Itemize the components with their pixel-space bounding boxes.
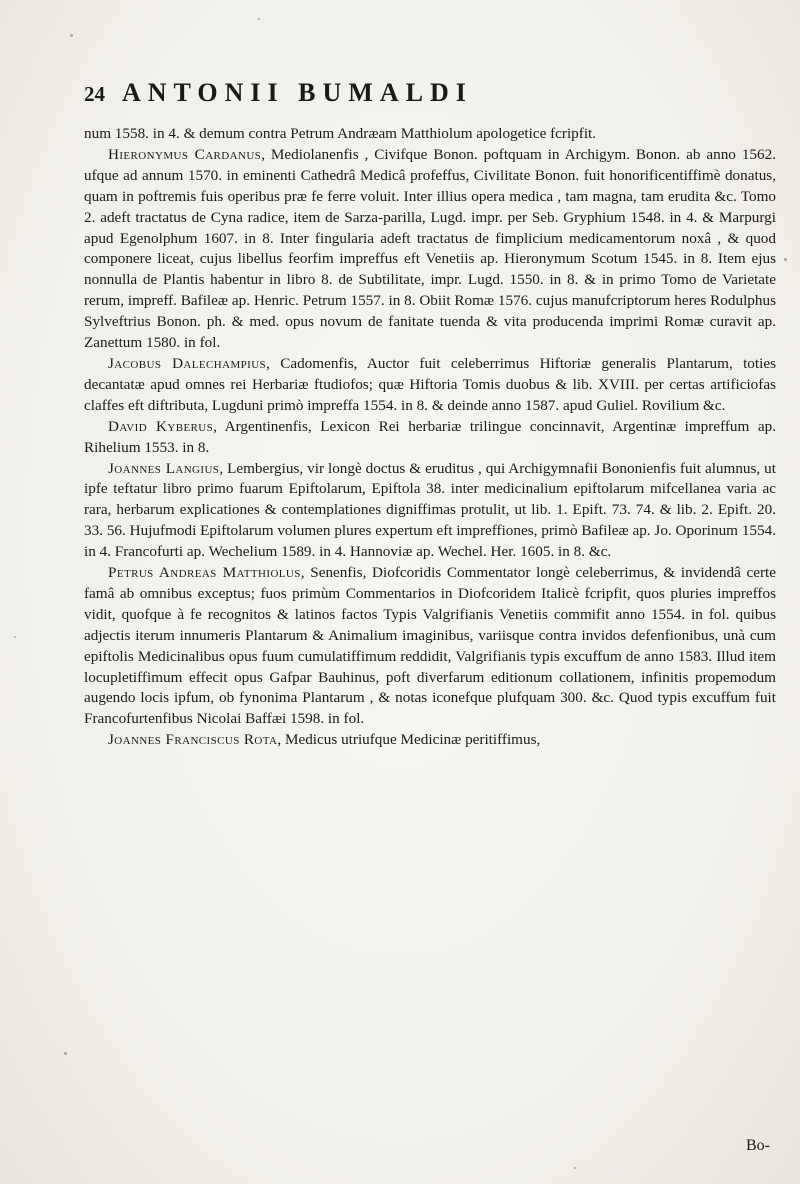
entry-name: Jacobus Dalechampius	[108, 354, 267, 372]
catchword: Bo-	[746, 1137, 770, 1154]
entry-name: Petrus Andreas Matthiolus	[108, 564, 301, 582]
body-text	[84, 124, 776, 751]
entry-name: David Kyberus	[108, 417, 214, 435]
paper-speck	[70, 34, 73, 37]
entry-text: , Argentinenfis, Lexicon Rei herbariæ trilingue concinnavit, Argentinæ impreffum ap. Rihelium 1553. in 8.	[84, 417, 776, 456]
page-number: 24	[84, 82, 105, 106]
entry-text: , Senenfis, Diofcoridis Commentator longè celeberrimus, & invidendâ certe famâ ab omnibus exceptus; fuos primùm Commentarios in Diofcoridem Italicè fcripfit, quos pluries impreffos vidit, quofque à fe recognitos & latinos factos Typis Valgrifianis Venetiis commifit anno 1554. in fol. quibus adjectis iterum innumeris Plantarum & Animalium imaginibus, variisque contra invidos defenfionibus, unà cum epiftolis Medicinalibus opus fuum cumulatiffimum reddidit, Valgrifianis typis excuffum de anno 1583. Illud item locupletiffimum effecit opus Gafpar Bauhinus, poft diverfarum editionum collationem, infinitis propemodum augendo locis ipfum, ob fynonima Plantarum , & notas iconefque plufquam 300. &c. Quod typis excuffum fuit Francofurtenfibus Nicolai Baffæi 1598. in fol.	[84, 564, 776, 728]
paper-speck	[64, 1052, 67, 1055]
entry-name: Joannes Franciscus Rota	[108, 731, 278, 749]
paragraph-text: num 1558. in 4. & demum contra Petrum Andræam Matthiolum apologetice fcripfit.	[84, 125, 597, 142]
entry-rota	[84, 730, 776, 751]
entry-text: , Lembergius, vir longè doctus & eruditus , qui Archigymnafii Bononienfis fuit alumnus, ut ipfe teftatur libro primo fuarum Epiftolarum, Epiftola 38. inter medicinalium epiftolarum mifcellanea varia ac rara, herbarum explicationes & contemplationes digniffimas protulit, ut lib. 1. Epift. 73. 74. & lib. 2. Epift. 20. 33. 56. Hujufmodi Epiftolarum volumen plures expertum eft impreffiones, primò Bafileæ ap. Jo. Oporinum 1554. in 4. Francofurti ap. Wechelium 1589. in 4. Hannoviæ ap. Wechel. Her. 1605. in 8. &c.	[84, 459, 776, 561]
paper-speck	[258, 18, 260, 20]
entry-langius	[84, 459, 776, 564]
entry-text: , Medicus utriufque Medicinæ peritiffimus,	[277, 731, 541, 749]
entry-name: Joannes Langius	[108, 459, 220, 477]
paper-speck	[14, 636, 16, 638]
entry-kyberus	[84, 417, 776, 459]
entry-text: , Cadomenfis, Auctor fuit celeberrimus Hiftoriæ generalis Plantarum, toties decantatæ apud omnes rei Herbariæ ftudiofos; quæ Hiftoria Tomis duobus & lib. XVIII. per certas artificiofas claffes eft diftributa, Lugduni primò impreffa 1554. in 8. & deinde anno 1587. apud Guliel. Rovilium &c.	[84, 354, 776, 414]
entry-name: Hieronymus Cardanus	[108, 145, 262, 163]
page-header	[84, 78, 774, 114]
running-head: ANTONII BUMALDI	[122, 78, 473, 107]
paper-speck	[574, 1167, 576, 1169]
entry-matthiolus	[84, 563, 776, 730]
paragraph-continuation	[84, 124, 776, 145]
entry-text: , Mediolanenfis , Civifque Bonon. poftquam in Archigym. Bonon. ab anno 1562. ufque ad annum 1570. in eminenti Cathedrâ Medicâ profeffus, Civilitate Bonon. fuit honorificentiffimè donatus, quam in poftremis fuis operibus præ fe ferre voluit. Inter illius opera medica , tam magna, tam erudita &c. Tomo 2. adeft tractatus de Cyna radice, item de Sarza-parilla, Lugd. impr. per Seb. Gryphium 1548. in 4. & Marpurgi apud Egenolphum 1607. in 8. Inter fingularia adeft tractatus de fimplicium medicamentorum noxâ , & quod componere liceat, cujus libellus feorfim impreffus eft Venetiis ap. Hieronymum Scotum 1545. in 8. Item ejus nonnulla de Plantis habentur in libro 8. de Subtilitate, impr. Lugd. 1550. in 8. & in primo Tomo de Varietate rerum, impreff. Bafileæ ap. Henric. Petrum 1557. in 8. Obiit Romæ 1576. cujus manufcriptorum heres Rodulphus Sylveftrius Bonon. ph. & med. opus novum de fanitate tuenda & vita producenda imprimi Romæ curavit ap. Zanettum 1580. in fol.	[84, 145, 776, 352]
paper-speck	[784, 258, 787, 261]
entry-cardanus	[84, 145, 776, 354]
entry-dalechampius	[84, 354, 776, 417]
